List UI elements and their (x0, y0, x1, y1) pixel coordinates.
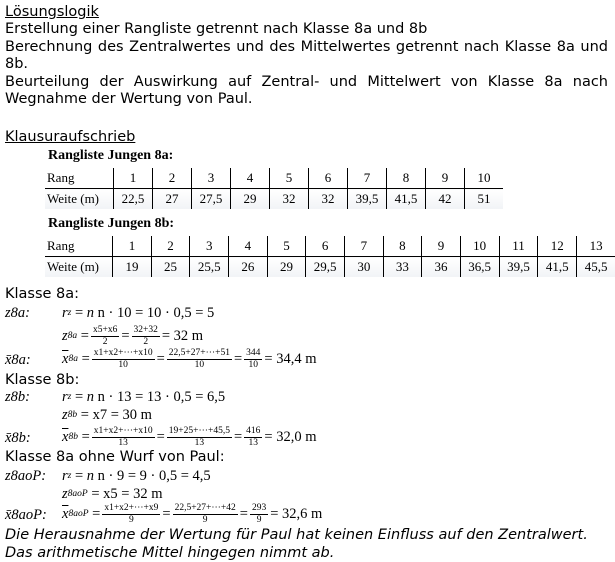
mean-sum-denominator-8a: 10 (194, 359, 205, 370)
distance-cell: 19 (113, 257, 152, 278)
mean-total-denominator-8aop: 9 (256, 514, 262, 525)
distance-cell: 51 (465, 189, 504, 210)
formula-median-8aop: z 8aoP = x5 = 32 m (62, 485, 163, 502)
heading-class-8b: Klasse 8b: (5, 372, 80, 388)
formula-median-8a: z 8a = $\frac{x5+x6}{2}$ = $\frac{32+32}{2}$ = 32 m (62, 324, 204, 347)
row-label-rank: Rang (47, 238, 75, 253)
distance-cell: 36,5 (460, 257, 499, 278)
mean-total-denominator-8b: 13 (248, 437, 259, 448)
rank-formula-8b: n · 13 = 13 · 0,5 = 6,5 (97, 388, 226, 405)
mean-result-8aop: = 32,6 m (270, 505, 323, 522)
logic-line-3b: Wegnahme der Wertung von Paul. (5, 91, 253, 107)
rank-cell: 2 (151, 236, 190, 257)
rank-cell: 7 (348, 168, 387, 189)
rank-cell: 10 (465, 168, 504, 189)
formula-mean-8a: $\overline{x}$ 8a = $\frac{x1+x2+\cdots+x10}{10}$ = $\frac{22,5+27+\cdots+51}{10}$ = $\frac{344}{10}$ = 34,4 m (62, 347, 317, 370)
formula-mean-8aop: $\overline{x}$ 8aoP = $\frac{x1+x2+\cdots+x9}{9}$ = $\frac{22,5+27+\cdots+42}{9}$ = $\frac{293}{9}$ = 32,6 m (62, 502, 323, 525)
rank-formula-8a: n · 10 = 10 · 0,5 = 5 (97, 304, 215, 321)
label-median-8aop: z8aoP: (5, 468, 47, 484)
formula-rank-8aop: r z = n n · 9 = 9 · 0,5 = 4,5 (62, 467, 211, 484)
distance-row (45, 189, 503, 210)
rank-cell: 9 (426, 168, 465, 189)
logic-line-2b: 8b. (5, 56, 29, 72)
mean-sum-denominator-8aop: 9 (202, 514, 208, 525)
logic-line-2a: Berechnung des Zentralwertes und des Mittelwertes getrennt nach Klasse 8a und (5, 39, 608, 55)
mean-result-8b: = 32,0 m (264, 428, 317, 445)
rank-cell: 6 (306, 236, 345, 257)
median-values-8a: 32+32 (133, 324, 158, 335)
distance-cell: 32 (309, 189, 348, 210)
rank-cell: 1 (113, 236, 152, 257)
rank-row (45, 168, 503, 189)
mean-denominator-8a: 10 (118, 359, 128, 370)
median-result-8b: = x7 = 30 m (80, 406, 152, 423)
mean-result-8a: = 34,4 m (264, 350, 317, 367)
heading-class-8a: Klasse 8a: (5, 286, 80, 302)
mean-sum-8aop: 22,5+27+⋯+42 (174, 502, 236, 513)
section-heading-solution-logic: Lösungslogik (5, 4, 99, 20)
distance-row (45, 257, 615, 278)
rank-row (45, 236, 615, 257)
rank-cell: 3 (190, 236, 229, 257)
table-title-8b: Rangliste Jungen 8b: (48, 216, 175, 231)
rank-cell: 5 (267, 236, 306, 257)
distance-cell: 39,5 (499, 257, 538, 278)
distance-cell: 25 (151, 257, 190, 278)
rank-cell: 6 (309, 168, 348, 189)
distance-cell: 32 (270, 189, 309, 210)
formula-mean-8b: $\overline{x}$ 8b = $\frac{x1+x2+\cdots+x10}{13}$ = $\frac{19+25+\cdots+45,5}{13}$ = $\frac{416}{13}$ = 32,0 m (62, 425, 317, 448)
rank-formula-8aop: n · 9 = 9 · 0,5 = 4,5 (97, 467, 211, 484)
label-median-8a: z8a: (5, 305, 30, 321)
table-title-8a: Rangliste Jungen 8a: (48, 148, 174, 163)
rank-cell: 10 (460, 236, 499, 257)
mean-sum-denominator-8b: 13 (194, 437, 205, 448)
distance-cell: 41,5 (387, 189, 426, 210)
mean-total-8b: 416 (246, 425, 261, 436)
rank-cell: 3 (192, 168, 231, 189)
mean-numerator-8a: x1+x2+⋯+x10 (93, 347, 153, 358)
rank-table-8b (45, 236, 615, 277)
conclusion-line-2: Das arithmetische Mittel hingegen nimmt ab. (5, 545, 335, 561)
mean-total-denominator-8a: 10 (248, 359, 259, 370)
heading-class-8a-without-paul: Klasse 8a ohne Wurf von Paul: (5, 449, 225, 465)
distance-cell: 26 (229, 257, 268, 278)
rank-cell: 4 (231, 168, 270, 189)
distance-cell: 22,5 (114, 189, 153, 210)
distance-cell: 29,5 (306, 257, 345, 278)
distance-cell: 41,5 (538, 257, 577, 278)
mean-denominator-8aop: 9 (128, 514, 134, 525)
row-label-rank: Rang (47, 170, 75, 185)
distance-cell: 33 (383, 257, 422, 278)
formula-rank-8a: r z = n n · 10 = 10 · 0,5 = 5 (62, 304, 215, 321)
rank-cell: 8 (383, 236, 422, 257)
rank-cell: 4 (229, 236, 268, 257)
mean-numerator-8b: x1+x2+⋯+x10 (93, 425, 153, 436)
rank-cell: 5 (270, 168, 309, 189)
mean-total-8aop: 293 (251, 502, 267, 513)
label-mean-8b: x̄8b: (5, 430, 31, 446)
distance-cell: 36 (422, 257, 461, 278)
distance-cell: 42 (426, 189, 465, 210)
distance-cell: 27 (153, 189, 192, 210)
conclusion-line-1: Die Herausnahme der Wertung für Paul hat keinen Einfluss auf den Zentralwert. (5, 527, 588, 543)
distance-cell: 25,5 (190, 257, 229, 278)
distance-cell: 30 (345, 257, 384, 278)
mean-numerator-8aop: x1+x2+⋯+x9 (104, 502, 159, 513)
label-median-8b: z8b: (5, 389, 30, 405)
mean-sum-8a: 22,5+27+⋯+51 (168, 347, 230, 358)
rank-cell: 8 (387, 168, 426, 189)
mean-sum-8b: 19+25+⋯+45,5 (168, 425, 230, 436)
mean-total-8a: 344 (246, 347, 261, 358)
row-label-distance: Weite (m) (45, 257, 113, 278)
rank-table-8a (45, 168, 503, 209)
label-mean-8a: x̄8a: (5, 352, 31, 368)
section-heading-exam: Klausuraufschrieb (5, 129, 136, 145)
rank-cell: 1 (114, 168, 153, 189)
rank-cell: 2 (153, 168, 192, 189)
distance-cell: 29 (231, 189, 270, 210)
rank-cell: 13 (577, 236, 615, 257)
rank-cell: 11 (499, 236, 538, 257)
rank-cell: 7 (345, 236, 384, 257)
logic-line-3a: Beurteilung der Auswirkung auf Zentral- und Mittelwert von Klasse 8a nach (5, 74, 608, 90)
label-mean-8aop: x̄8aoP: (5, 507, 47, 523)
median-numerator-8a: x5+x6 (92, 324, 118, 335)
distance-cell: 27,5 (192, 189, 231, 210)
row-label-distance: Weite (m) (45, 189, 114, 210)
distance-cell: 29 (267, 257, 306, 278)
distance-cell: 39,5 (348, 189, 387, 210)
rank-cell: 9 (422, 236, 461, 257)
mean-denominator-8b: 13 (118, 437, 128, 448)
formula-median-8b: z 8b = x7 = 30 m (62, 406, 152, 423)
median-result-8aop: = x5 = 32 m (91, 485, 163, 502)
formula-rank-8b: r z = n n · 13 = 13 · 0,5 = 6,5 (62, 388, 226, 405)
distance-cell: 45,5 (577, 257, 615, 278)
median-result-8a: = 32 m (161, 327, 204, 344)
rank-cell: 12 (538, 236, 577, 257)
logic-line-1: Erstellung einer Rangliste getrennt nach Klasse 8a und 8b (5, 21, 428, 37)
